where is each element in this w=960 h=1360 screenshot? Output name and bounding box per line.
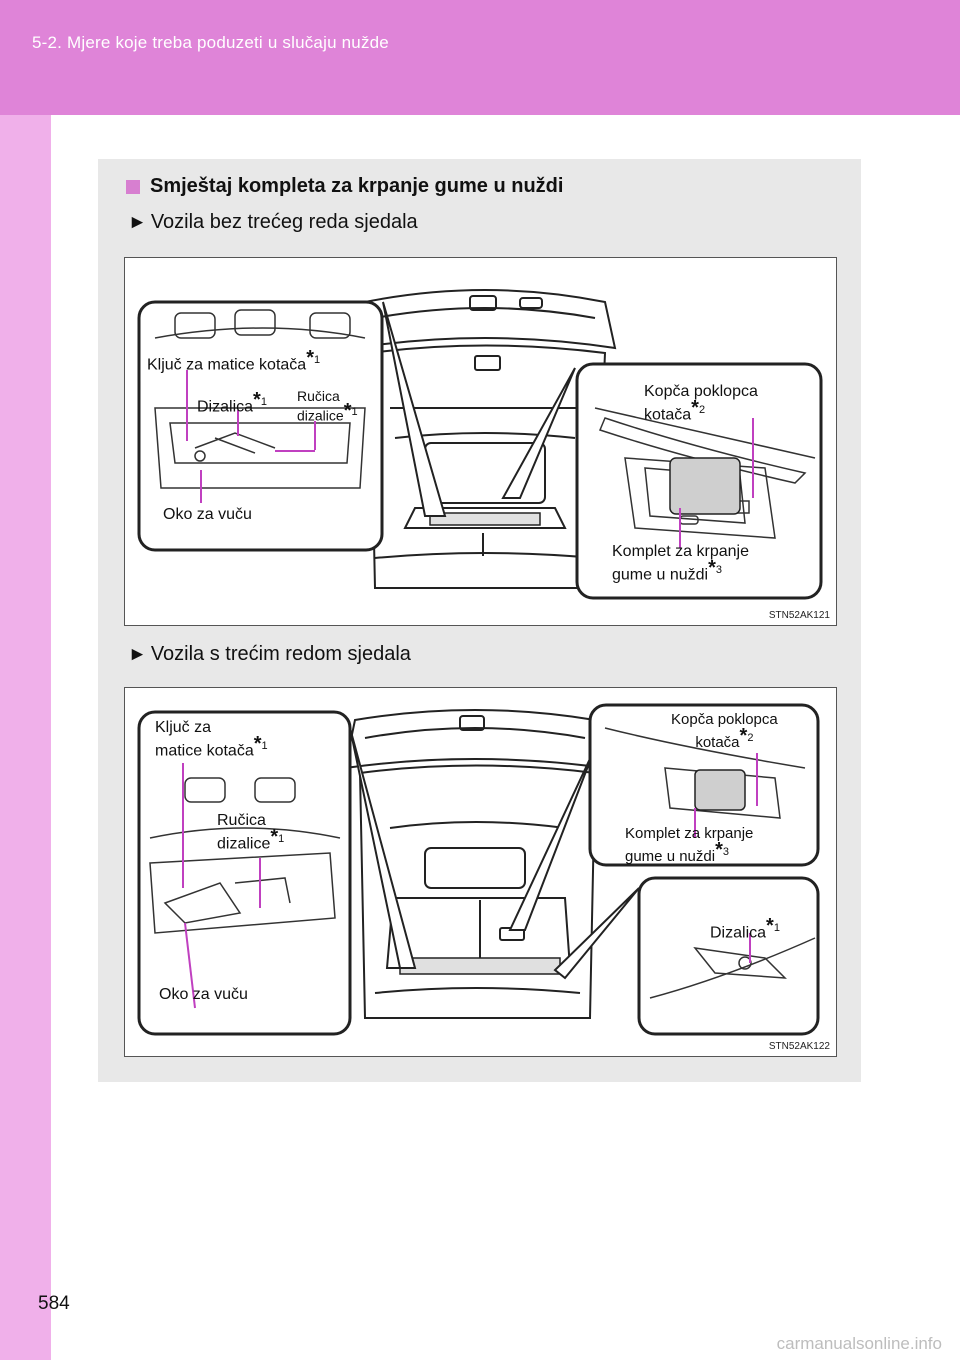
label-wheel-cover-clip: Kopča poklopca kotača*$^2$ bbox=[671, 711, 778, 751]
subsection-heading-1 bbox=[128, 211, 418, 234]
subsection-heading-text: Vozila bez trećeg reda sjedala bbox=[150, 211, 418, 233]
label-jack-handle: Ručica dizalice*$^1$ bbox=[217, 812, 285, 853]
label-jack-handle: Ručica dizalice*$^1$ bbox=[297, 388, 358, 424]
label-towing-eye: Oko za vuču bbox=[159, 986, 248, 1003]
figure-code: STN52AK122 bbox=[768, 1041, 830, 1052]
square-bullet-icon bbox=[126, 180, 140, 194]
section-title-text: Smještaj kompleta za krpanje gume u nuždi bbox=[150, 175, 564, 197]
label-repair-kit: Komplet za krpanje gume u nuždi*$^3$ bbox=[625, 825, 754, 865]
side-band bbox=[0, 115, 51, 1360]
triangle-bullet-icon: ► bbox=[128, 643, 147, 665]
triangle-bullet-icon: ► bbox=[128, 211, 147, 233]
label-repair-kit: Komplet za krpanje gume u nuždi*$^3$ bbox=[612, 543, 749, 584]
figure-trunk-third-row bbox=[124, 687, 837, 1057]
label-jack: Dizalica*$^1$ bbox=[197, 389, 267, 416]
label-jack: Dizalica*$^1$ bbox=[710, 915, 780, 942]
label-lug-wrench: Ključ za matice kotača*$^1$ bbox=[155, 719, 268, 760]
section-title bbox=[126, 175, 563, 198]
figure-code: STN52AK121 bbox=[768, 610, 830, 621]
subsection-heading-text: Vozila s trećim redom sjedala bbox=[150, 643, 411, 665]
subsection-heading-2 bbox=[128, 643, 411, 666]
label-lug-wrench: Ključ za matice kotača*$^1$ bbox=[147, 347, 321, 374]
section-breadcrumb: 5-2. Mjere koje treba poduzeti u slučaju nužde bbox=[32, 33, 389, 52]
page-number: 584 bbox=[38, 1293, 70, 1314]
figure-trunk-no-third-row bbox=[124, 257, 837, 626]
watermark: carmanualsonline.info bbox=[776, 1334, 942, 1353]
label-towing-eye: Oko za vuču bbox=[163, 506, 252, 523]
page-header bbox=[0, 0, 960, 115]
label-wheel-cover-clip: Kopča poklopca kotača*$^2$ bbox=[644, 383, 758, 424]
